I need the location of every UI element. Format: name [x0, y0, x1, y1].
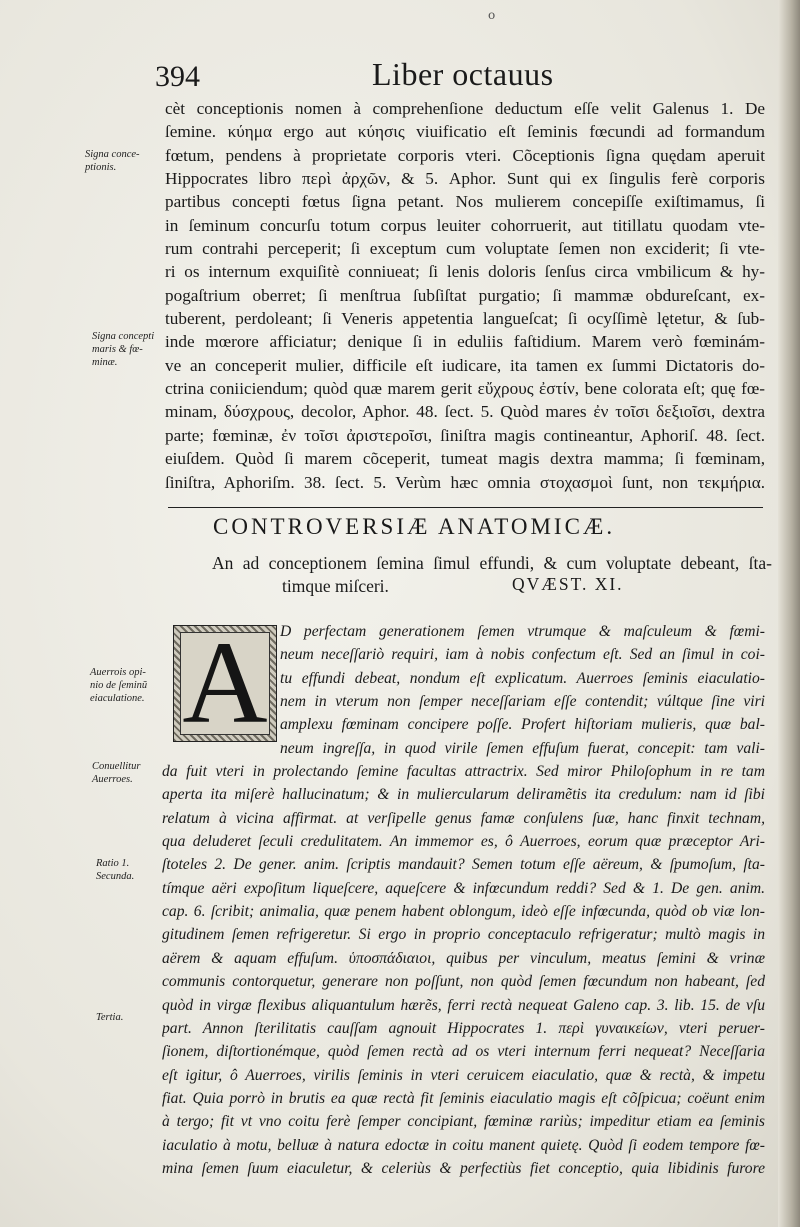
margin-note-line: eiaculatione. [90, 693, 145, 704]
text-line: inde mœrore afficiatur; denique ſi in eduliis faſtidium. Marem verò fœminám- [165, 332, 765, 352]
question-title-line: An ad conceptionem ſemina ſimul effundi, & cum voluptate debeant, ſta- [212, 553, 772, 573]
text-line: cap. 6. ſcribit; animalia, quæ penem habent oblongum, ideò eſſe infœcunda, quòd ob viæ lon- [162, 903, 765, 921]
text-line: mina ſemen ſuum eiaculetur, & celeriùs & perfectiùs fiet conceptio, quia libidinis furore [162, 1159, 765, 1177]
text-line: Hippocrates libro περὶ ἀρχῶν, & 5. Aphor. Sunt qui ex ſingulis ferè corporis [165, 169, 765, 189]
text-line: fœtum, pendens à proprietate corporis vteri. Cõceptionis ſigna quędam aperuit [165, 145, 765, 165]
margin-note-line: Ratio 1. [96, 858, 130, 869]
text-line: pogaſtrium oberret; ſi menſtrua ſubſiſtat purgatio; ſi mammæ obdureſcant, ex- [165, 285, 765, 305]
margin-note-line: nio de ſeminũ [90, 680, 148, 691]
running-head: Liber octauus [372, 56, 554, 92]
question-number: QVÆST. XI. [512, 574, 624, 594]
text-line: da fuit vteri in prolectando ſemine facultas attractrix. Sed miror Philoſophum in re tam [162, 763, 765, 781]
text-line: rum contrahi perceperit; ſi exceptum cum voluptate ſemen non exciderit; ſi vte- [165, 239, 765, 259]
text-line: relatum à vicina affirmat. at verſipelle genus famæ conſulens ſuæ, hanc finxit technam, [162, 809, 765, 827]
text-line: fiat. Quia porrò in brutis ea quæ rectà fit ſeminis eiaculatio magis eſt cõſpicua; coëunt enim [162, 1089, 765, 1107]
margin-note-line: Conuellitur [92, 761, 141, 772]
text-line: aperta ita miſerè hallucinatum; & in muliercularum deliramẽtis ita credulum: nam id ſibi [162, 786, 765, 804]
question-title [212, 552, 772, 599]
margin-note-line: Secunda. [96, 871, 135, 882]
text-line: ri os internum exquiſitè conniueat; ſi lenis doloris ſenſus circa vmbilicum & hy- [165, 262, 765, 282]
text-line: aërem & aquam effuſum. ὑποσπάδιαιοι, quibus per vinculum, meatus ſemini & vrinæ [162, 949, 765, 967]
text-line: iaculatio à motu, belluæ à natura edoctæ in coitu manent quietę. Quòd ſi eodem tempore fœ- [162, 1136, 765, 1154]
margin-note-conuellitur [92, 760, 140, 786]
text-line: parte; fœminæ, ἐν τοῖσι ἀριστεροῖσι, ſiniſtra magis contineantur, Aphoriſ. 48. ſect. [165, 425, 765, 445]
text-line: neum ingreſſa, in quod virile ſemen effuſum fuerat, concepit: tam vali- [280, 739, 765, 757]
margin-note-tertia [96, 1011, 123, 1024]
text-line: tímque aëri expoſitum liqueſcere, aqueſcere & infœcundum reddi? Sed & 1. De gen. anim. [162, 879, 765, 897]
margin-note-line: Signa conce- [85, 149, 140, 160]
text-line: amplexu fœminam concipere poſſe. Profert hiſtoriam mulieris, quæ bal- [280, 716, 765, 734]
question-title-line: timque miſceri. [282, 576, 389, 597]
text-line: quòd in virgæ flexibus aliquantulum hærẽs, ferri rectà nequeat Galeno cap. 3. lib. 15. de vſu [162, 996, 765, 1014]
top-mark: o [488, 8, 496, 22]
text-line: ve an conceperit mulier, difficile eſt iudicare, ita tamen ex ſummi Dictatoris do- [165, 355, 765, 375]
text-line: minam, δύσχρους, decolor, Aphor. 48. ſect. 5. Quòd mares ἐν τοῖσι δεξιοῖσι, dextra [165, 402, 765, 422]
text-line: ſionem, diſtortionémque, quòd ſemen rectà ad os vteri internum ferri nequeat? Neceſſaria [162, 1043, 765, 1061]
text-line: tu effundi debeat, nondum eſt explicatum. Auerroes ſeminis eiaculatio- [280, 669, 765, 687]
text-line: à tergo; fit vt vno coitu ferè ſemper concipiant, fœminæ rariùs; impeditur etiam ea ſeminis [162, 1113, 765, 1131]
text-line: nem in vterum non ſemper neceſſariam eſſe contendit; vúltque ſine viri [280, 693, 765, 711]
text-line: qua deluderet ſeculi credulitatem. An immemor es, ô Auerroes, eorum quæ præceptor Ari- [162, 833, 765, 851]
text-line: eſt igitur, ô Auerroes, virilis ſeminis in vteri ceruicem eiaculatio, quæ & rectà, & impetu [162, 1066, 765, 1084]
page-number: 394 [155, 60, 200, 93]
section-heading: CONTROVERSIÆ ANATOMICÆ. [213, 514, 616, 539]
margin-note-auerrois [90, 666, 147, 705]
upper-text-block [165, 97, 765, 494]
text-line: communis contorquetur, generare non poſſunt, non quòd ſemen fœcundum non habeant, ſed [162, 973, 765, 991]
margin-note-signa-maris [92, 330, 154, 369]
book-binding-shadow [778, 0, 800, 1227]
margin-note-line: Signa concepti [92, 331, 155, 342]
text-line: ctrina coniiciendum; quòd quæ marem gerit εὔχρους ἐστίν, bene colorata eſt; quę fœ- [165, 379, 765, 399]
text-line: ſemine. κύημα ergo aut κύησις viuificatio eſt ſeminis fœcundi ad formandum [165, 122, 765, 142]
text-line: partibus concepti fœtus ſigna petant. Nos mulierem concepiſſe exiſtimamus, ſi [165, 192, 765, 212]
margin-note-line: Tertia. [96, 1012, 124, 1023]
margin-note-line: ptionis. [85, 162, 117, 173]
text-line: ſiniſtra, Aphoriſm. 38. ſect. 5. Verùm hæc omnia στοχασμοὶ ſunt, non τεκμήρια. [165, 472, 765, 492]
text-line: neum neceſſariò requiri, iam à nobis confectum eſt. Sed an ſimul in coi- [280, 646, 765, 664]
margin-note-ratio [96, 857, 134, 883]
lower-text-block [162, 620, 765, 1180]
text-line: tuberent, perdoleant; ſi Veneris appetentia langueſcat; ſi ocyſſimè lętetur, & ſub- [165, 309, 765, 329]
text-line: eiuſdem. Quòd ſi marem cõceperit, tumeat magis dextra mamma; ſi fœminam, [165, 449, 765, 469]
margin-note-line: Auerrois opi- [90, 667, 146, 678]
text-line: ſtoteles 2. De gener. anim. ſcriptis mandauit? Semen totum eſſe aëreum, & ſpumoſum, ſta- [162, 856, 765, 874]
text-line: part. Annon ſterilitatis cauſſam agnouit Hippocrates 1. περὶ γυναικείων, vteri peruer- [162, 1019, 765, 1037]
text-line: D perfectam generationem ſemen vtrumque & maſculeum & fœmi- [280, 623, 765, 640]
initial-letter: A [182, 625, 268, 742]
margin-note-signa-conceptionis [85, 148, 140, 174]
margin-note-line: minæ. [92, 357, 118, 368]
text-line: gitudinem ſemen refrigeretur. Si ergo in proprio conceptaculo refrigeratur; multò magis in [162, 926, 765, 944]
text-line: in ſeminum concurſu totum corpus leuiter cohorruerit, aut titillatu quodam vte- [165, 215, 765, 235]
margin-note-line: Auerroes. [92, 774, 133, 785]
text-line: cèt conceptionis nomen à comprehenſione deductum eſſe velit Galenus 1. De [165, 99, 765, 118]
section-rule [168, 507, 763, 508]
margin-note-line: maris & fœ- [92, 344, 143, 355]
